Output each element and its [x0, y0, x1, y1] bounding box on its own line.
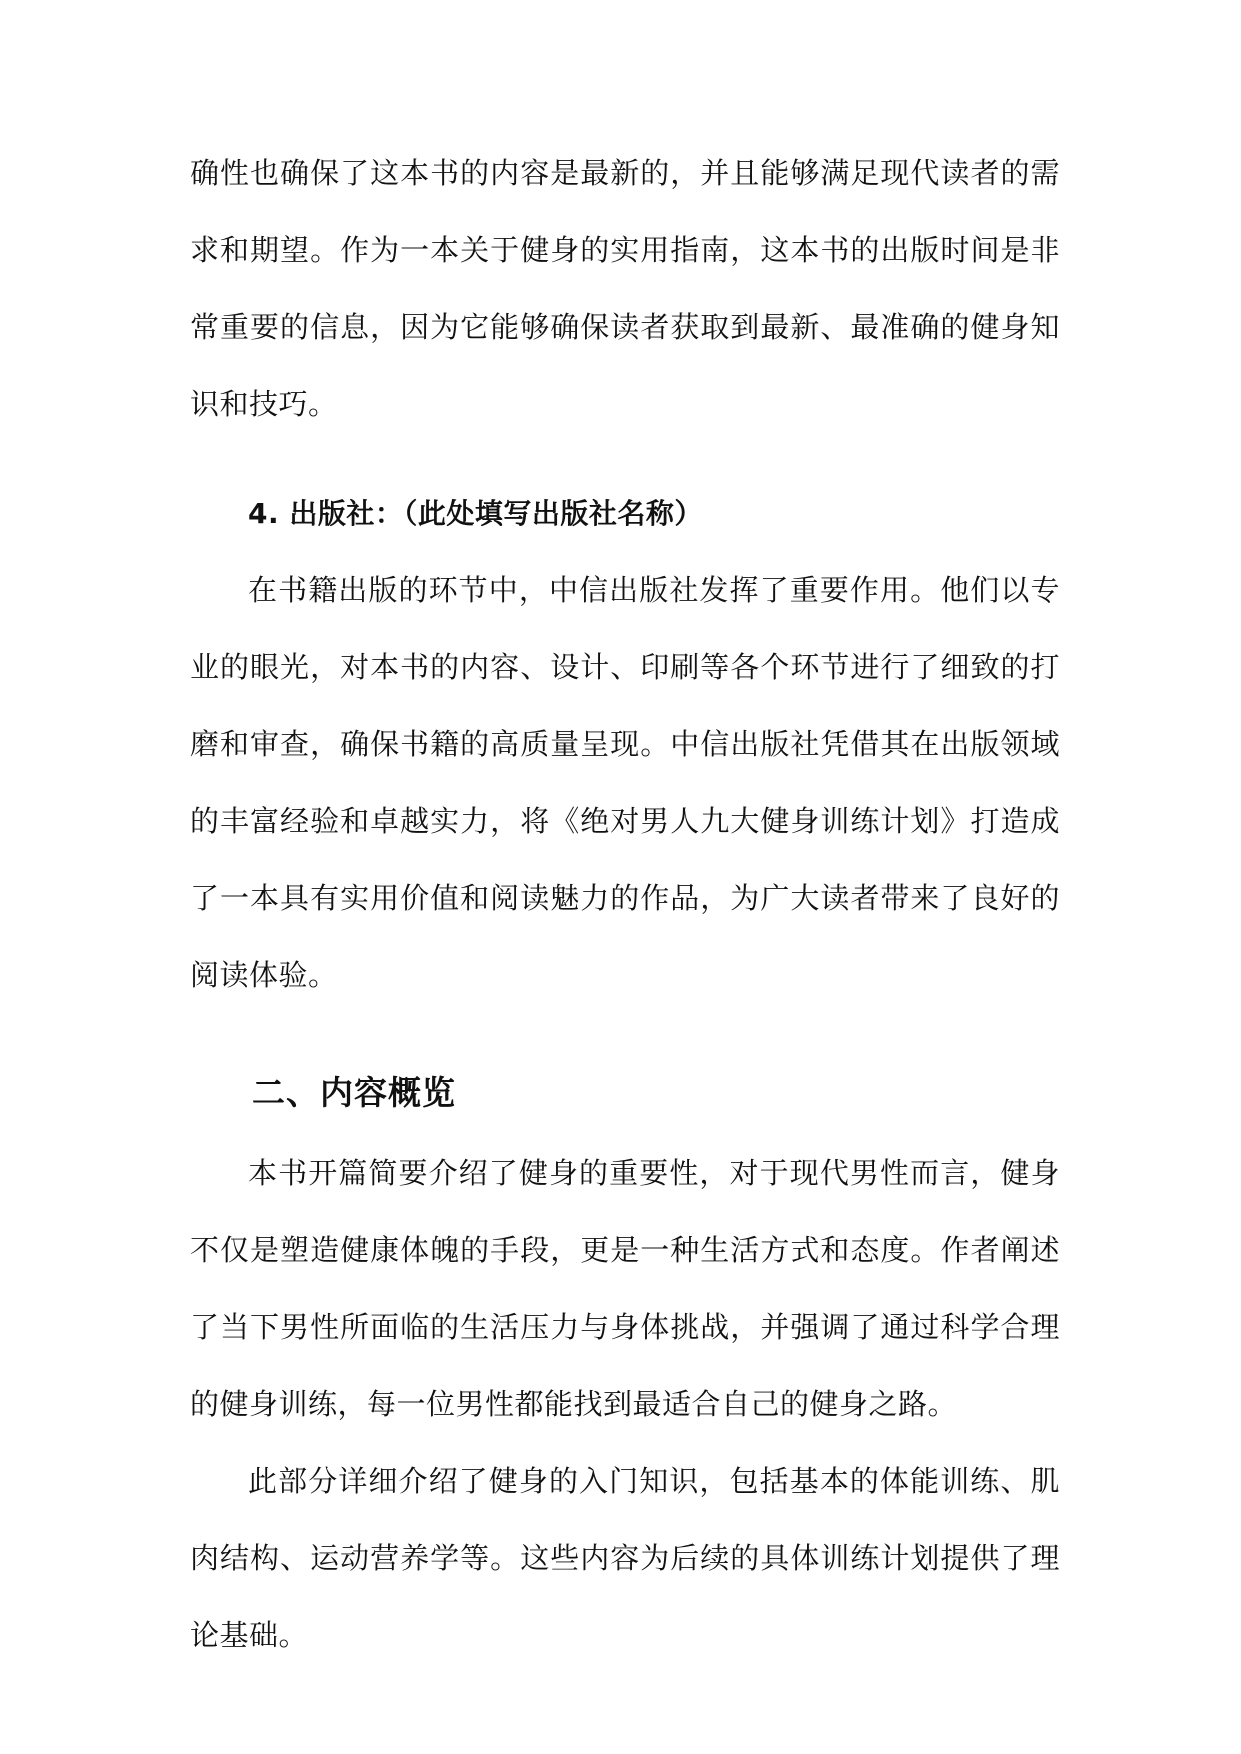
section-heading-content-overview: 二、内容概览: [252, 1073, 456, 1112]
paragraph-publisher: 在书籍出版的环节中，中信出版社发挥了重要作用。他们以专业的眼光，对本书的内容、设计、印刷等各个环节进行了细致的打磨和审查，确保书籍的高质量呈现。中信出版社凭借其在出版领域的丰富经验和卓越实力，将《绝对男人九大健身训练计划》打造成了一本具有实用价值和阅读魅力的作品，为广大读者带来了良好的阅读体验。: [190, 573, 1060, 992]
paragraph-overview-basics: 此部分详细介绍了健身的入门知识，包括基本的体能训练、肌肉结构、运动营养学等。这些内容为后续的具体训练计划提供了理论基础。: [190, 1464, 1060, 1652]
paragraph-publication-date-continued: 确性也确保了这本书的内容是最新的，并且能够满足现代读者的需求和期望。作为一本关于健身的实用指南，这本书的出版时间是非常重要的信息，因为它能够确保读者获取到最新、最准确的健身知识和技巧。: [190, 156, 1060, 421]
subheading-publisher: 4. 出版社：（此处填写出版社名称）: [248, 497, 703, 530]
document-page: [190, 135, 1060, 1674]
paragraph-overview-intro: 本书开篇简要介绍了健身的重要性，对于现代男性而言，健身不仅是塑造健康体魄的手段，更是一种生活方式和态度。作者阐述了当下男性所面临的生活压力与身体挑战，并强调了通过科学合理的健身训练，每一位男性都能找到最适合自己的健身之路。: [190, 1156, 1060, 1421]
